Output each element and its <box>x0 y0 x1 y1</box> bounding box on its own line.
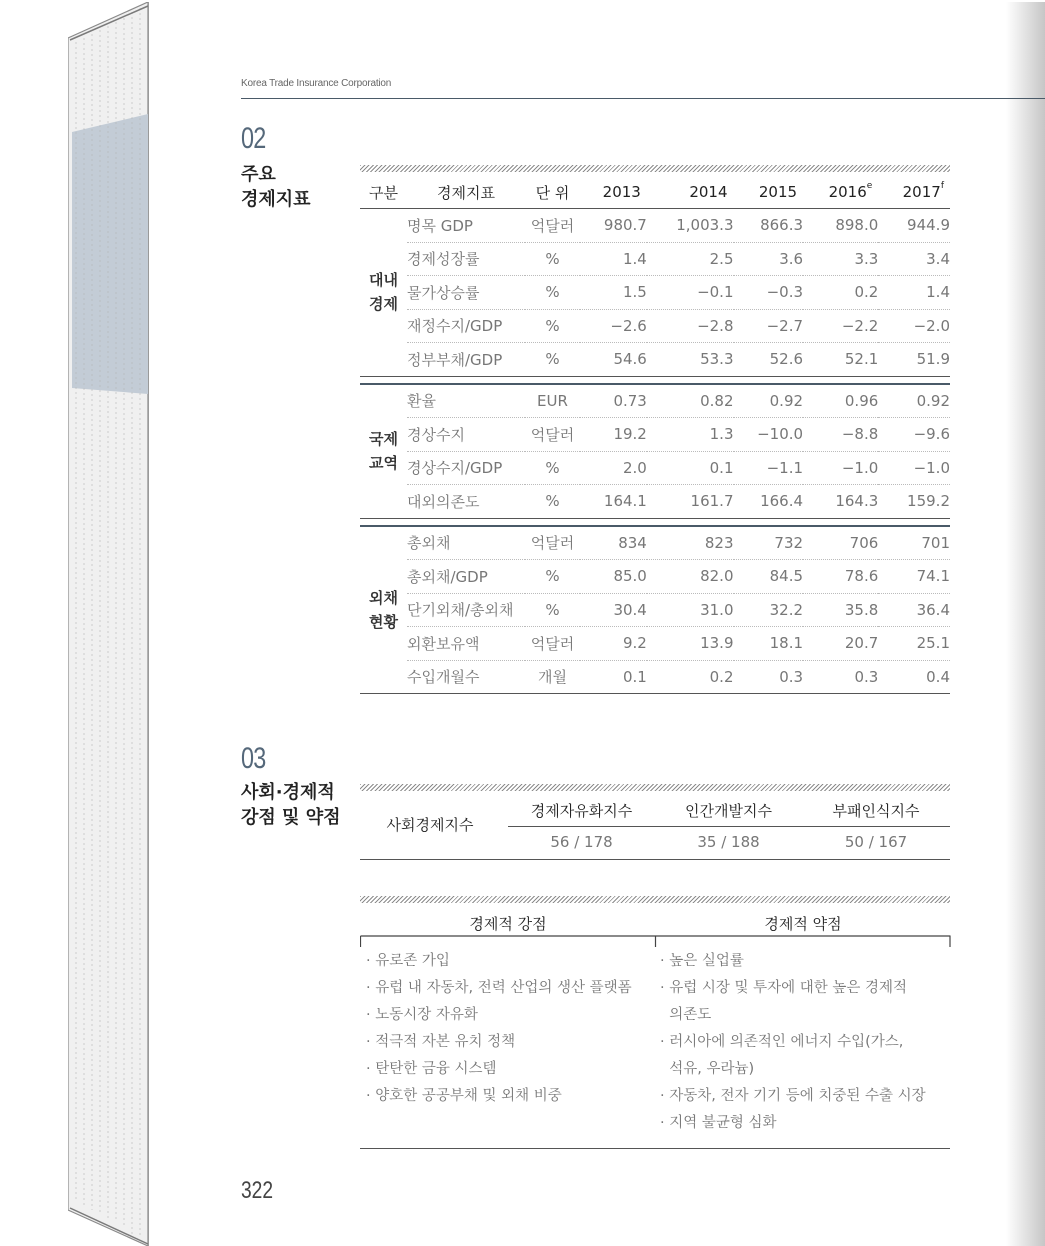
value-cell: 0.2 <box>647 660 734 694</box>
value-cell: 36.4 <box>878 593 950 627</box>
category-cell <box>360 384 407 519</box>
category-label: 대내 <box>369 271 398 290</box>
indicator-label: 경제성장률 <box>407 242 525 276</box>
list-item: · 유럽 시장 및 투자에 대한 높은 경제적 <box>660 980 907 996</box>
header-cell <box>803 176 878 209</box>
unit-cell: 억달러 <box>525 526 580 560</box>
indicator-label: 총외채/GDP <box>407 560 525 594</box>
value-cell: 2.0 <box>580 451 647 485</box>
indicator-label: 물가상승률 <box>407 276 525 310</box>
header-cell <box>734 176 804 209</box>
index-value: 56 / 178 <box>550 833 613 851</box>
value-cell: 0.4 <box>878 660 950 694</box>
value-cell: 166.4 <box>734 485 804 519</box>
list-item: · 유로존 가입 <box>366 953 450 969</box>
value-cell: −0.3 <box>734 276 804 310</box>
list-item: · 노동시장 자유화 <box>366 1007 478 1023</box>
value-cell: 0.1 <box>647 451 734 485</box>
divider <box>360 859 950 860</box>
list-item: · 양호한 공공부채 및 외채 비중 <box>366 1088 562 1104</box>
table-row <box>360 209 950 243</box>
table-row <box>360 276 950 310</box>
value-cell: 1.3 <box>647 418 734 452</box>
value-cell: 0.3 <box>803 660 878 694</box>
unit-cell: EUR <box>525 384 580 418</box>
value-cell: 0.3 <box>734 660 804 694</box>
value-cell: 0.1 <box>580 660 647 694</box>
table-row <box>360 485 950 519</box>
indicator-label: 경상수지/GDP <box>407 451 525 485</box>
group-gap <box>360 376 950 384</box>
value-cell: 3.4 <box>878 242 950 276</box>
value-cell: −10.0 <box>734 418 804 452</box>
header-cell <box>878 176 950 209</box>
table-row <box>360 309 950 343</box>
list-item: · 유럽 내 자동차, 전력 산업의 생산 플랫폼 <box>366 980 632 996</box>
category-label: 국제 <box>369 430 398 448</box>
value-cell: 0.2 <box>803 276 878 310</box>
table-row <box>360 593 950 627</box>
value-cell: 52.1 <box>803 343 878 377</box>
table-row <box>360 418 950 452</box>
value-cell: 3.3 <box>803 242 878 276</box>
table-row <box>360 660 950 694</box>
value-cell: 32.2 <box>734 593 804 627</box>
strengths-list <box>366 948 656 1110</box>
value-cell: 13.9 <box>647 627 734 661</box>
value-cell: −2.2 <box>803 309 878 343</box>
section-title-line: 경제지표 <box>241 189 311 210</box>
category-cell <box>360 209 407 377</box>
page-stack-edge <box>68 2 150 1246</box>
value-cell: −1.1 <box>734 451 804 485</box>
value-cell: 944.9 <box>878 209 950 243</box>
value-cell: 20.7 <box>803 627 878 661</box>
table-body <box>360 209 950 694</box>
header-cell: 단 위 <box>525 176 580 209</box>
strengths-title: 경제적 강점 <box>469 915 547 933</box>
section-title <box>241 780 340 830</box>
value-cell: 82.0 <box>647 560 734 594</box>
value-cell: 85.0 <box>580 560 647 594</box>
unit-cell: 억달러 <box>525 209 580 243</box>
table-row <box>360 526 950 560</box>
table-row <box>360 384 950 418</box>
divider <box>508 826 950 827</box>
value-cell: 898.0 <box>803 209 878 243</box>
value-cell: 30.4 <box>580 593 647 627</box>
header-label: 2017 <box>902 183 941 201</box>
unit-cell: 억달러 <box>525 627 580 661</box>
table-row <box>360 627 950 661</box>
value-cell: 84.5 <box>734 560 804 594</box>
value-cell: 0.92 <box>878 384 950 418</box>
indicator-label: 총외채 <box>407 526 525 560</box>
unit-cell: % <box>525 560 580 594</box>
section-title-line: 강점 및 약점 <box>241 807 341 828</box>
value-cell: 9.2 <box>580 627 647 661</box>
value-cell: 866.3 <box>734 209 804 243</box>
value-cell: −2.0 <box>878 309 950 343</box>
value-cell: −2.7 <box>734 309 804 343</box>
value-cell: 701 <box>878 526 950 560</box>
index-value: 50 / 167 <box>844 833 908 851</box>
indicator-label: 경상수지 <box>407 418 525 452</box>
unit-cell: % <box>525 451 580 485</box>
gap-cell <box>360 518 950 526</box>
value-cell: 35.8 <box>803 593 878 627</box>
value-cell: 159.2 <box>878 485 950 519</box>
weaknesses-list <box>660 948 950 1137</box>
list-item: 의존도 <box>660 1007 712 1023</box>
value-cell: 78.6 <box>803 560 878 594</box>
list-item: · 지역 불균형 심화 <box>660 1115 777 1131</box>
list-item: · 높은 실업률 <box>660 953 744 969</box>
value-cell: 53.3 <box>647 343 734 377</box>
value-cell: 164.1 <box>580 485 647 519</box>
value-cell: 0.92 <box>734 384 804 418</box>
value-cell: −0.1 <box>647 276 734 310</box>
section-number: 02 <box>241 122 266 155</box>
header-cell: 경제지표 <box>407 176 525 209</box>
list-item: · 적극적 자본 유치 정책 <box>366 1034 516 1050</box>
page-number: 322 <box>241 1177 274 1204</box>
value-cell: −2.8 <box>647 309 734 343</box>
value-cell: −9.6 <box>878 418 950 452</box>
value-cell: 1.4 <box>580 242 647 276</box>
social-index-label: 사회경제지수 <box>386 816 474 834</box>
hatch-rule <box>360 165 950 172</box>
value-cell: 0.82 <box>647 384 734 418</box>
value-cell: 1,003.3 <box>647 209 734 243</box>
header-superscript: f <box>940 181 944 191</box>
value-cell: 25.1 <box>878 627 950 661</box>
value-cell: 0.96 <box>803 384 878 418</box>
value-cell: 732 <box>734 526 804 560</box>
unit-cell: 억달러 <box>525 418 580 452</box>
unit-cell: % <box>525 242 580 276</box>
list-item: · 자동차, 전자 기기 등에 치중된 수출 시장 <box>660 1088 926 1104</box>
index-header: 경제자유화지수 <box>530 802 633 820</box>
indicator-label: 대외의존도 <box>407 485 525 519</box>
table-row <box>360 343 950 377</box>
indicator-label: 명목 GDP <box>407 209 525 243</box>
section-title <box>241 162 311 212</box>
value-cell: 823 <box>647 526 734 560</box>
value-cell: −1.0 <box>803 451 878 485</box>
index-header: 부패인식지수 <box>832 802 920 820</box>
value-cell: 19.2 <box>580 418 647 452</box>
weaknesses-title: 경제적 약점 <box>764 915 842 933</box>
unit-cell: % <box>525 276 580 310</box>
header-cell: 2014 <box>647 176 734 209</box>
value-cell: 52.6 <box>734 343 804 377</box>
gap-cell <box>360 376 950 384</box>
unit-cell: % <box>525 485 580 519</box>
section-title-line: 주요 <box>241 164 276 185</box>
section-title-line: 사회·경제적 <box>241 782 335 803</box>
value-cell: 74.1 <box>878 560 950 594</box>
index-header: 인간개발지수 <box>685 802 772 820</box>
index-value: 35 / 188 <box>697 833 760 851</box>
divider <box>360 1148 950 1149</box>
header-label: 2015 <box>758 183 798 201</box>
section-number: 03 <box>241 742 266 775</box>
unit-cell: 개월 <box>525 660 580 694</box>
header-label: 2016 <box>828 183 867 201</box>
header-cell: 2013 <box>580 176 647 209</box>
value-cell: 0.73 <box>580 384 647 418</box>
list-item: · 러시아에 의존적인 에너지 수입(가스, <box>660 1034 904 1050</box>
indicator-label: 단기외채/총외채 <box>407 593 525 627</box>
hatch-rule <box>360 784 950 791</box>
value-cell: 834 <box>580 526 647 560</box>
category-label: 현황 <box>369 612 398 631</box>
header-superscript: e <box>866 181 873 191</box>
value-cell: 18.1 <box>734 627 804 661</box>
header-rule <box>241 98 1045 99</box>
list-item: · 탄탄한 금융 시스템 <box>366 1061 497 1077</box>
indicator-label: 정부부채/GDP <box>407 343 525 377</box>
category-label: 경제 <box>369 295 398 314</box>
indicator-label: 수입개월수 <box>407 660 525 694</box>
value-cell: 706 <box>803 526 878 560</box>
value-cell: 3.6 <box>734 242 804 276</box>
unit-cell: % <box>525 309 580 343</box>
category-label: 교역 <box>369 454 398 472</box>
value-cell: 980.7 <box>580 209 647 243</box>
economic-indicators-table <box>360 176 950 694</box>
value-cell: 1.5 <box>580 276 647 310</box>
table-row <box>360 560 950 594</box>
value-cell: 51.9 <box>878 343 950 377</box>
category-cell <box>360 526 407 694</box>
list-item: 석유, 우라늄) <box>660 1061 755 1077</box>
value-cell: 2.5 <box>647 242 734 276</box>
value-cell: 1.4 <box>878 276 950 310</box>
bracket-rule <box>360 935 951 949</box>
category-label: 외채 <box>369 588 398 607</box>
page-gutter-shadow <box>1006 2 1045 1246</box>
table-row <box>360 451 950 485</box>
value-cell: −2.6 <box>580 309 647 343</box>
indicator-label: 외환보유액 <box>407 627 525 661</box>
table-row <box>360 242 950 276</box>
unit-cell: % <box>525 593 580 627</box>
value-cell: 54.6 <box>580 343 647 377</box>
value-cell: −8.8 <box>803 418 878 452</box>
header-cell: 구분 <box>360 176 407 209</box>
hatch-rule <box>360 896 950 903</box>
indicator-label: 환율 <box>407 384 525 418</box>
running-header: Korea Trade Insurance Corporation <box>241 78 392 89</box>
value-cell: 31.0 <box>647 593 734 627</box>
value-cell: 164.3 <box>803 485 878 519</box>
value-cell: 161.7 <box>647 485 734 519</box>
unit-cell: % <box>525 343 580 377</box>
table-header-row <box>360 176 950 209</box>
value-cell: −1.0 <box>878 451 950 485</box>
indicator-label: 재정수지/GDP <box>407 309 525 343</box>
group-gap <box>360 518 950 526</box>
